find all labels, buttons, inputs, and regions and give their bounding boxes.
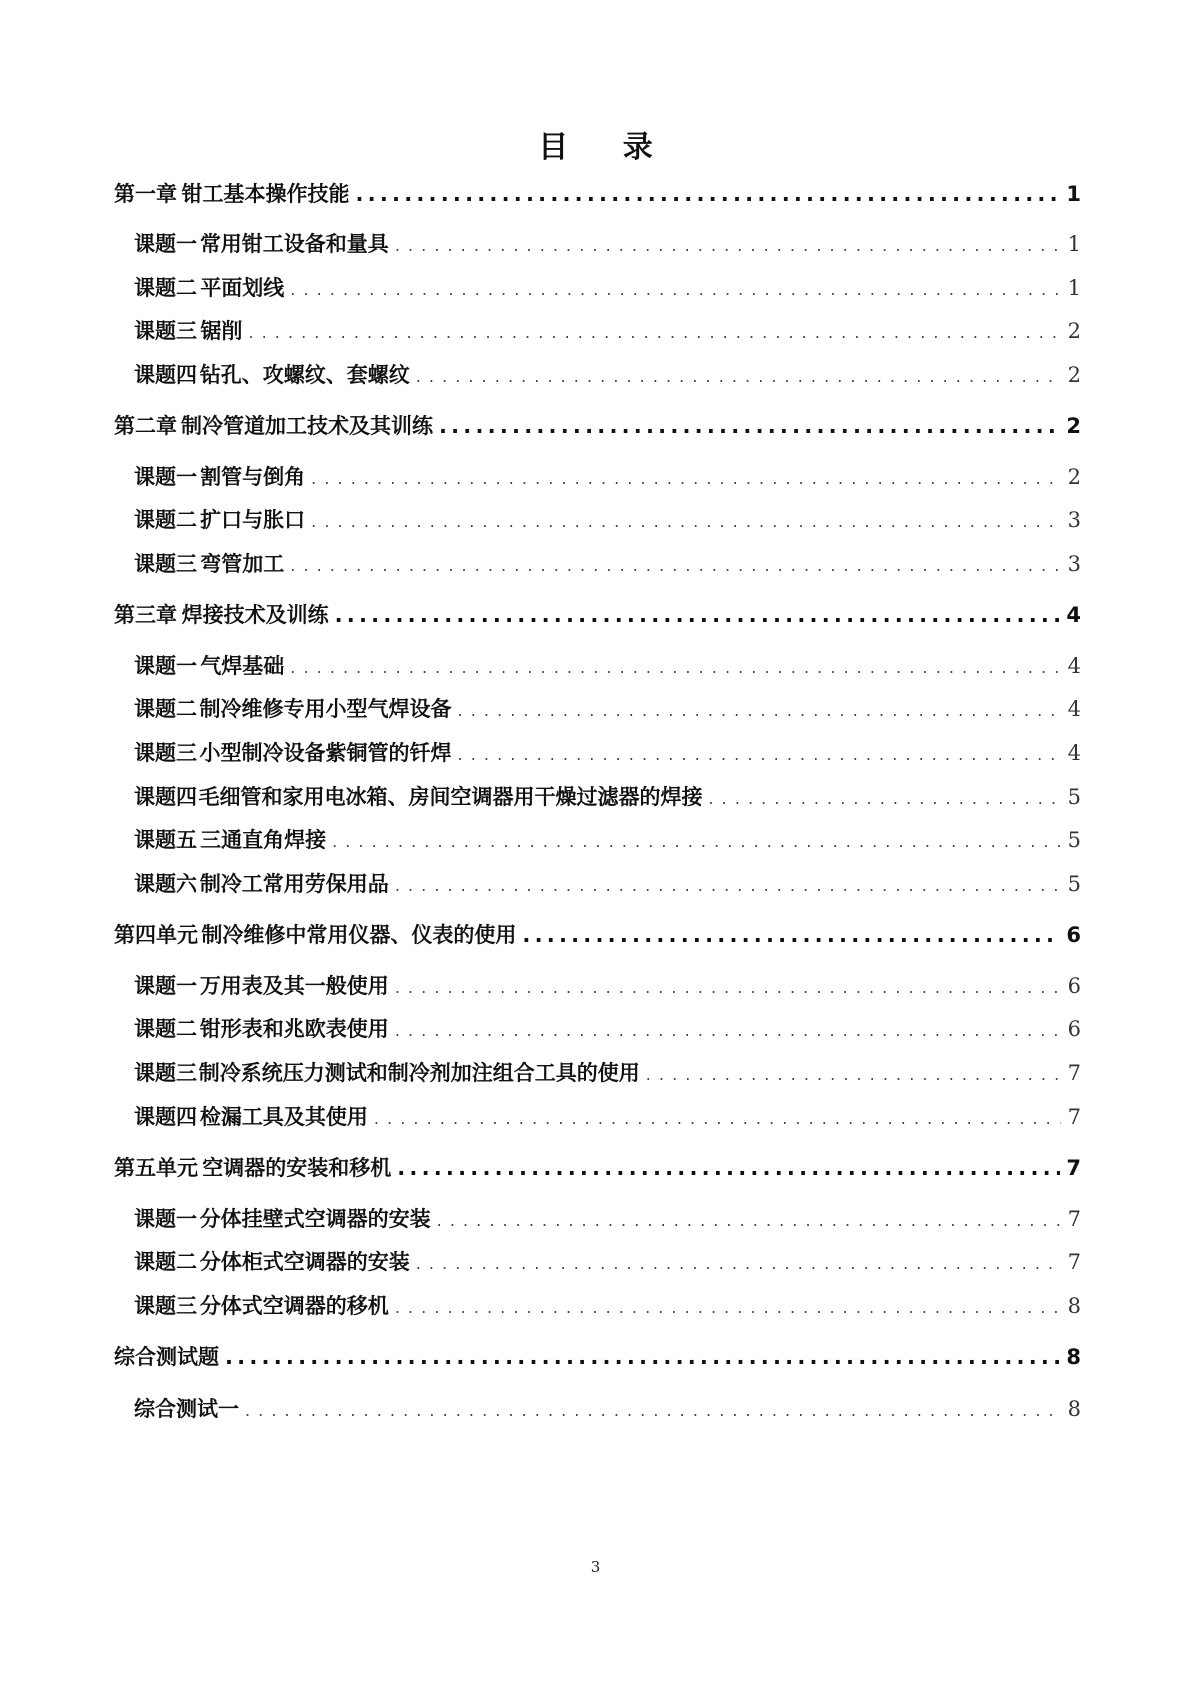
toc-entry-number: 课题二 [134, 508, 197, 532]
toc-entry-title: 扩口与胀口 [200, 508, 306, 532]
toc-entry-page-number: 7 [1067, 1105, 1081, 1129]
toc-entry-number: 第三章 [114, 603, 177, 627]
toc-entry-title: 分体柜式空调器的安装 [199, 1250, 410, 1274]
toc-entry-title: 气焊基础 [200, 654, 285, 678]
toc-lesson-entry[interactable] [134, 355, 1081, 395]
toc-entry-page-number: 3 [1067, 508, 1081, 532]
toc-dot-leader [248, 311, 1061, 351]
toc-lesson-entry[interactable] [134, 1199, 1081, 1239]
toc-entry-title: 制冷维修专用小型气焊设备 [199, 697, 452, 721]
toc-entry-page-number: 6 [1066, 923, 1081, 947]
toc-entry-number: 课题一 [134, 465, 197, 489]
toc-dot-leader [395, 224, 1061, 264]
toc-entry-number: 课题六 [134, 872, 197, 896]
toc-lesson-entry[interactable] [134, 1097, 1081, 1137]
toc-entry-title: 制冷维修中常用仪器、仪表的使用 [201, 923, 517, 947]
toc-entry-page-number: 3 [1067, 552, 1081, 576]
toc-entry-page-number: 4 [1067, 654, 1081, 678]
toc-entry-number: 课题二 [134, 1017, 197, 1041]
toc-entry-number: 第二章 [114, 414, 177, 438]
toc-lesson-entry[interactable] [134, 1053, 1081, 1093]
toc-entry-title: 割管与倒角 [200, 465, 306, 489]
toc-entry-title: 锯削 [200, 319, 243, 343]
toc-entry-title: 制冷管道加工技术及其训练 [180, 414, 433, 438]
toc-dot-leader [458, 733, 1061, 773]
toc-entry-number: 课题一 [134, 654, 197, 678]
toc-entry-title: 检漏工具及其使用 [199, 1105, 368, 1129]
toc-lesson-entry[interactable] [134, 268, 1081, 308]
toc-entry-number: 第五单元 [114, 1156, 198, 1180]
toc-dot-leader [458, 689, 1061, 729]
toc-entry-number: 课题五 [134, 828, 197, 852]
toc-entry-page-number: 1 [1067, 232, 1081, 256]
toc-entry-page-number: 7 [1067, 1207, 1081, 1231]
toc-dot-leader [245, 1389, 1061, 1429]
toc-dot-leader [374, 1097, 1061, 1137]
toc-entry-title: 制冷系统压力测试和制冷剂加注组合工具的使用 [198, 1061, 640, 1085]
toc-entry-page-number: 1 [1066, 182, 1081, 206]
toc-entry-title: 万用表及其一般使用 [199, 974, 389, 998]
toc-entry-title: 钻孔、攻螺纹、套螺纹 [199, 363, 410, 387]
toc-entry-page-number: 7 [1066, 1156, 1081, 1180]
toc-lesson-entry[interactable] [134, 646, 1081, 686]
toc-chapter-entry[interactable] [114, 595, 1081, 635]
toc-entry-page-number: 8 [1066, 1345, 1081, 1369]
toc-entry-page-number: 2 [1067, 363, 1081, 387]
toc-dot-leader [416, 355, 1061, 395]
toc-entry-title: 毛细管和家用电冰箱、房间空调器用干燥过滤器的焊接 [198, 785, 703, 809]
toc-entry-page-number: 7 [1067, 1250, 1081, 1274]
toc-dot-leader [290, 268, 1061, 308]
toc-entry-title: 钳形表和兆欧表使用 [199, 1017, 389, 1041]
toc-entry-number: 课题四 [134, 785, 197, 809]
toc-entry-title: 常用钳工设备和量具 [199, 232, 389, 256]
toc-entry-page-number: 5 [1067, 872, 1081, 896]
toc-entry-page-number: 5 [1067, 785, 1081, 809]
toc-entry-page-number: 6 [1067, 1017, 1081, 1041]
toc-lesson-entry[interactable] [134, 864, 1081, 904]
toc-dot-leader [395, 1009, 1061, 1049]
toc-dot-leader [335, 595, 1061, 635]
toc-dot-leader [290, 544, 1061, 584]
toc-entry-page-number: 4 [1067, 741, 1081, 765]
toc-entry-title: 弯管加工 [200, 552, 285, 576]
toc-entry-title: 小型制冷设备紫铜管的钎焊 [199, 741, 452, 765]
toc-entry-number: 课题一 [134, 1207, 197, 1231]
toc-entry-number: 课题三 [134, 1061, 197, 1085]
toc-entry-number: 课题二 [134, 1250, 197, 1274]
toc-dot-leader [311, 457, 1061, 497]
toc-lesson-entry[interactable] [134, 733, 1081, 773]
toc-title: 目 录 [538, 130, 675, 165]
toc-entry-page-number: 5 [1067, 828, 1081, 852]
toc-entry-number: 课题二 [134, 697, 197, 721]
toc-entry-page-number: 2 [1066, 414, 1081, 438]
toc-entry-title: 平面划线 [200, 276, 285, 300]
toc-dot-leader [397, 1148, 1060, 1188]
toc-entry-page-number: 1 [1067, 276, 1081, 300]
toc-entry-title: 分体式空调器的移机 [199, 1294, 389, 1318]
toc-lesson-entry[interactable] [134, 224, 1081, 264]
toc-lesson-entry[interactable] [134, 777, 1081, 817]
toc-lesson-entry[interactable] [134, 500, 1081, 540]
toc-lesson-entry[interactable] [134, 966, 1081, 1006]
toc-entry-page-number: 8 [1067, 1294, 1081, 1318]
toc-entry-page-number: 2 [1067, 465, 1081, 489]
toc-entry-number: 课题一 [134, 232, 197, 256]
toc-dot-leader [395, 864, 1061, 904]
toc-lesson-entry[interactable] [134, 1286, 1081, 1326]
toc-dot-leader [290, 646, 1061, 686]
toc-entry-page-number: 2 [1067, 319, 1081, 343]
toc-dot-leader [708, 777, 1061, 817]
toc-entry-number: 课题三 [134, 319, 197, 343]
toc-entry-title: 制冷工常用劳保用品 [199, 872, 389, 896]
toc-lesson-entry[interactable] [134, 1242, 1081, 1282]
toc-entry-title: 三通直角焊接 [200, 828, 327, 852]
toc-entry-page-number: 8 [1067, 1397, 1081, 1421]
toc-entry-number: 综合测试题 [114, 1345, 219, 1369]
toc-entry-number: 课题四 [134, 363, 197, 387]
toc-dot-leader [225, 1337, 1060, 1377]
toc-chapter-entry[interactable] [114, 915, 1081, 955]
toc-entry-number: 课题一 [134, 974, 197, 998]
toc-lesson-entry[interactable] [134, 457, 1081, 497]
toc-entry-number: 课题三 [134, 1294, 197, 1318]
toc-dot-leader [522, 915, 1060, 955]
toc-entry-page-number: 4 [1066, 603, 1081, 627]
toc-entry-number: 第一章 [114, 182, 177, 206]
toc-chapter-entry[interactable] [114, 1148, 1081, 1188]
toc-lesson-entry[interactable] [134, 1389, 1081, 1429]
toc-entry-number: 课题四 [134, 1105, 197, 1129]
toc-dot-leader [395, 966, 1061, 1006]
toc-dot-leader [311, 500, 1061, 540]
toc-lesson-entry[interactable] [134, 311, 1081, 351]
toc-entry-page-number: 4 [1067, 697, 1081, 721]
toc-entry-title: 分体挂壁式空调器的安装 [199, 1207, 431, 1231]
toc-dot-leader [646, 1053, 1061, 1093]
toc-chapter-entry[interactable] [114, 406, 1081, 446]
toc-lesson-entry[interactable] [134, 544, 1081, 584]
toc-lesson-entry[interactable] [134, 820, 1081, 860]
toc-entry-title: 空调器的安装和移机 [202, 1156, 392, 1180]
toc-dot-leader [416, 1242, 1061, 1282]
toc-lesson-entry[interactable] [134, 1009, 1081, 1049]
toc-entry-number: 课题二 [134, 276, 197, 300]
toc-entry-title: 焊接技术及训练 [181, 603, 329, 627]
toc-entry-page-number: 6 [1067, 974, 1081, 998]
toc-chapter-entry[interactable] [114, 1337, 1081, 1377]
toc-entry-number: 课题三 [134, 741, 197, 765]
toc-lesson-entry[interactable] [134, 689, 1081, 729]
toc-entry-title: 钳工基本操作技能 [181, 182, 350, 206]
toc-entry-number: 第四单元 [114, 923, 198, 947]
toc-dot-leader [395, 1286, 1061, 1326]
toc-dot-leader [439, 406, 1060, 446]
page-number: 3 [590, 1558, 601, 1576]
toc-chapter-entry[interactable] [114, 174, 1081, 214]
toc-entry-number: 综合测试一 [134, 1397, 239, 1421]
toc-entry-page-number: 7 [1067, 1061, 1081, 1085]
toc-entry-number: 课题三 [134, 552, 197, 576]
toc-dot-leader [355, 174, 1060, 214]
toc-dot-leader [437, 1199, 1061, 1239]
toc-dot-leader [332, 820, 1061, 860]
